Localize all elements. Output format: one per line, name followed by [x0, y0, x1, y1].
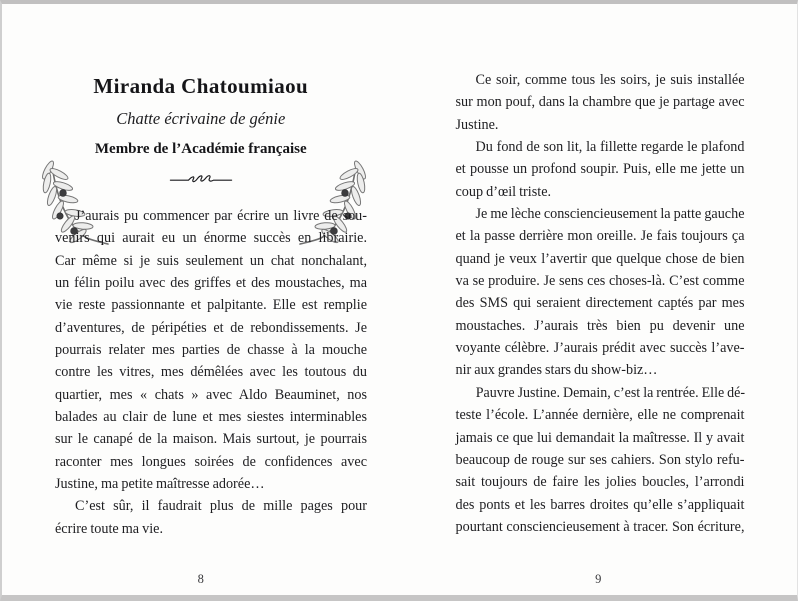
text-line: jamais ce que lui demandait la maîtresse. Il y avait [455, 429, 745, 446]
text-line: raconter mes longues soirées de confidences avec [55, 453, 367, 470]
text-line: C’est sûr, il faudrait plus de mille pages pour [75, 498, 367, 515]
text-line: balades au clair de lune et mes siestes interminables [55, 409, 367, 426]
author-subtitle: Chatte écrivaine de génie [116, 109, 286, 129]
paragraph [456, 136, 745, 203]
right-page-text [456, 69, 745, 538]
text-line: Justine, ma petite maîtresse adorée… [55, 476, 265, 493]
author-name: Miranda Chatoumiaou [93, 74, 309, 98]
page-right [400, 4, 798, 595]
text-line: J’aurais pu commencer par écrire un livre de sou- [75, 208, 367, 224]
text-line: coup d’œil triste. [455, 183, 552, 200]
text-line: va se produire. Je sens ces choses-là. C’est comme [455, 273, 745, 290]
text-line: sur le canapé de la maison. Mais surtout, je pourrais [55, 431, 367, 448]
text-line: contre les vitres, mes démêlées avec les toutous du [55, 364, 367, 381]
text-line: Car même si je suis seulement un chat nonchalant, [55, 252, 367, 269]
text-line: Je me lèche consciencieusement la patte gauche [475, 206, 745, 223]
left-page-text [55, 205, 367, 540]
text-line: pourtant consciencieusement à tracer. Son écriture, [455, 518, 745, 535]
text-line: un félin poilu avec des griffes et des moustaches, ma [55, 275, 367, 292]
page-number-right: 9 [595, 572, 602, 586]
text-line: quartier, mes « chats » avec Aldo Beauminet, nos [55, 386, 367, 403]
text-line: moustaches. J’aurais très bien pu devenir une [455, 317, 745, 334]
page-left [2, 4, 400, 595]
text-line: beaucoup de rouge sur ses cahiers. Son stylo refu- [455, 451, 745, 468]
page-number-left: 8 [197, 572, 204, 586]
text-line: Justine. [455, 116, 499, 133]
paragraph [55, 495, 367, 540]
text-line: des ponts et les barres droites qu’elle s’appliquait [455, 496, 745, 513]
text-line: Ce soir, comme tous les soirs, je suis installée [475, 72, 745, 88]
paragraph [456, 203, 745, 382]
text-line: et la passe derrière mon oreille. Je fais toujours ça [455, 228, 745, 245]
text-line: et pousse un profond soupir. Puis, elle me jette un [455, 161, 745, 178]
text-line: écrire toute ma vie. [55, 520, 164, 537]
text-line: vie reste passionnante et palpitante. Elle est remplie [55, 297, 367, 314]
text-line: Pauvre Justine. Demain, c’est la rentrée. Elle dé- [475, 384, 745, 401]
text-line: d’aventures, de péripéties et de rebondissements. Je [55, 319, 367, 336]
text-line: sur mon pouf, dans la chambre que je partage avec [455, 94, 745, 111]
text-line: nir aux grandes stars du show-biz… [455, 362, 658, 379]
text-line: des SMS qui seraient directement captés par mes [455, 295, 745, 312]
text-line: voyante célèbre. J’aurais prédit avec succès l’ave- [455, 340, 745, 357]
chapter-header [2, 74, 400, 192]
paragraph [55, 205, 367, 495]
text-line: pourrais relater mes parties de chasse à la mouche [55, 342, 367, 359]
text-line: Du fond de son lit, la fillette regarde le plafond [475, 139, 745, 156]
text-line: sait toujours de faire les jolies boucles, l’arrondi [455, 474, 745, 491]
text-line: quand je veux l’avertir que quelque chose de bien [455, 250, 745, 267]
paragraph [456, 69, 745, 136]
author-affiliation: Membre de l’Académie française [94, 140, 307, 157]
text-line: venirs qui aurait eu un énorme succès en librairie. [55, 230, 367, 247]
paragraph [456, 382, 745, 538]
text-line: teste l’école. L’année dernière, elle ne comprenait [455, 407, 745, 424]
